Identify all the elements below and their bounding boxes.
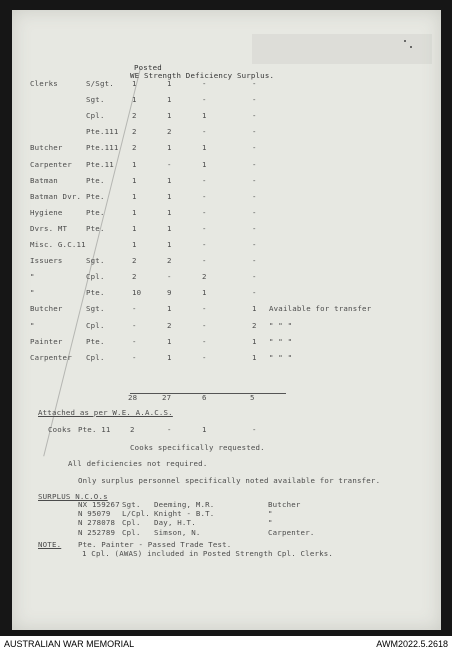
- attached-heading: Attached as per W.E. A.A.C.S.: [38, 408, 173, 417]
- row-sur: 2: [252, 320, 257, 330]
- row-sur: -: [252, 95, 257, 105]
- row-note: Available for transfer: [269, 304, 372, 314]
- note-line-2: 1 Cpl. (AWAS) included in Posted Strength Cpl. Clerks.: [82, 549, 334, 558]
- total-deficiency: 6: [202, 393, 207, 402]
- note-deficiencies: All deficiencies not required.: [68, 459, 208, 468]
- row-rank: Pte.11: [86, 159, 114, 169]
- row-trade: Batman: [30, 175, 58, 185]
- row-sur: -: [252, 256, 257, 266]
- row-posted: 1: [167, 143, 172, 153]
- row-we: 1: [132, 191, 137, 201]
- surplus-no: N 95079: [78, 509, 111, 519]
- row-we: 1: [132, 159, 137, 169]
- row-def: -: [202, 304, 207, 314]
- row-def: -: [202, 352, 207, 362]
- row-trade: Hygiene: [30, 207, 63, 217]
- footer-institution: AUSTRALIAN WAR MEMORIAL: [4, 639, 135, 649]
- row-trade: Carpenter: [30, 159, 72, 169]
- row-sur: 1: [252, 352, 257, 362]
- row-posted: 1: [167, 223, 172, 233]
- row-rank: Cpl.: [86, 111, 105, 121]
- row-posted: 2: [167, 320, 172, 330]
- row-note: " " ": [269, 336, 293, 346]
- row-note: " " ": [269, 320, 293, 330]
- row-sur: -: [252, 207, 257, 217]
- row-we: -: [132, 352, 137, 362]
- row-rank: Sgt.: [86, 304, 105, 314]
- surplus-no: NX 159267: [78, 500, 120, 509]
- surplus-trade: Carpenter.: [268, 527, 315, 537]
- row-trade: Painter: [30, 336, 63, 346]
- row-sur: 1: [252, 336, 257, 346]
- row-we: -: [132, 336, 137, 346]
- row-we: 2: [132, 256, 137, 266]
- row-trade: Butcher: [30, 304, 63, 314]
- total-posted: 27: [162, 393, 172, 402]
- row-def: -: [202, 320, 207, 330]
- row-posted: 2: [167, 127, 172, 137]
- row-rank: Cpl.: [86, 320, 105, 330]
- note-surplus: Only surplus personnel specifically noted available for transfer.: [78, 476, 381, 485]
- row-posted: 1: [167, 95, 172, 105]
- row-sur: -: [252, 240, 257, 249]
- row-rank: Pte.111: [86, 127, 119, 137]
- row-def: -: [202, 127, 207, 137]
- ink-speck: [410, 46, 412, 48]
- row-trade: Carpenter: [30, 352, 72, 362]
- row-posted: 1: [167, 336, 172, 346]
- row-posted: -: [167, 272, 172, 282]
- surplus-no: N 278078: [78, 518, 116, 528]
- row-trade: Issuers: [30, 256, 63, 266]
- row-def: 1: [202, 159, 207, 169]
- row-trade: ": [30, 272, 35, 282]
- surplus-trade: ": [268, 509, 273, 519]
- row-we: 2: [132, 111, 137, 121]
- row-def: -: [202, 223, 207, 233]
- row-sur: -: [252, 127, 257, 137]
- row-we: 1: [132, 175, 137, 185]
- row-def: 1: [202, 143, 207, 153]
- row-sur: -: [252, 191, 257, 201]
- surplus-rank: L/Cpl.: [122, 509, 150, 519]
- row-def: -: [202, 191, 207, 201]
- ink-speck: [404, 40, 406, 42]
- attached-rank: Pte. 11: [78, 425, 111, 434]
- header-posted: Posted: [134, 63, 162, 72]
- row-rank: S/Sgt.: [86, 79, 114, 88]
- row-trade: Misc. G.C.11: [30, 240, 86, 249]
- surplus-trade: Butcher: [268, 500, 301, 509]
- row-def: -: [202, 256, 207, 266]
- row-posted: 9: [167, 288, 172, 298]
- row-sur: -: [252, 272, 257, 282]
- row-sur: -: [252, 79, 257, 88]
- row-rank: Sgt.: [86, 256, 105, 266]
- row-def: -: [202, 95, 207, 105]
- surplus-no: N 252789: [78, 527, 116, 537]
- archive-footer: [0, 636, 452, 653]
- totals-rule: [130, 393, 286, 394]
- note-line-1: Pte. Painter - Passed Trade Test.: [78, 540, 232, 549]
- row-sur: -: [252, 111, 257, 121]
- row-rank: Pte.: [86, 288, 105, 298]
- row-we: 1: [132, 223, 137, 233]
- row-posted: -: [167, 159, 172, 169]
- attached-deficiency: 1: [202, 425, 207, 434]
- row-rank: Pte.: [86, 191, 105, 201]
- attached-trade: Cooks: [48, 425, 72, 434]
- surplus-name: Deeming, M.R.: [154, 500, 215, 509]
- bleed-through-text: [252, 34, 432, 64]
- row-we: -: [132, 320, 137, 330]
- row-we: 1: [132, 240, 137, 249]
- row-rank: Sgt.: [86, 95, 105, 105]
- row-posted: 1: [167, 352, 172, 362]
- row-trade: Butcher: [30, 143, 63, 153]
- row-def: 2: [202, 272, 207, 282]
- row-posted: 1: [167, 240, 172, 249]
- surplus-rank: Cpl.: [122, 518, 141, 528]
- row-posted: 1: [167, 304, 172, 314]
- row-sur: -: [252, 159, 257, 169]
- row-we: 2: [132, 127, 137, 137]
- row-sur: 1: [252, 304, 257, 314]
- row-def: -: [202, 207, 207, 217]
- row-rank: Pte.: [86, 207, 105, 217]
- row-rank: Pte.: [86, 336, 105, 346]
- surplus-name: Knight - B.T.: [154, 509, 215, 519]
- row-posted: 1: [167, 207, 172, 217]
- attached-posted: -: [167, 425, 172, 434]
- row-we: -: [132, 304, 137, 314]
- surplus-trade: ": [268, 518, 273, 528]
- row-sur: -: [252, 288, 257, 298]
- row-def: -: [202, 79, 207, 88]
- row-posted: 1: [167, 79, 172, 88]
- document-page: [12, 10, 441, 630]
- row-posted: 1: [167, 191, 172, 201]
- row-sur: -: [252, 175, 257, 185]
- row-sur: -: [252, 143, 257, 153]
- row-we: 2: [132, 272, 137, 282]
- attached-surplus: -: [252, 425, 257, 434]
- row-rank: Pte.: [86, 175, 105, 185]
- row-posted: 2: [167, 256, 172, 266]
- row-posted: 1: [167, 175, 172, 185]
- row-def: -: [202, 336, 207, 346]
- surplus-name: Day, H.T.: [154, 518, 196, 528]
- row-sur: -: [252, 223, 257, 233]
- note-label: NOTE.: [38, 540, 62, 549]
- row-rank: Cpl.: [86, 272, 105, 282]
- row-we: 2: [132, 143, 137, 153]
- row-def: 1: [202, 111, 207, 121]
- surplus-name: Simson, N.: [154, 527, 201, 537]
- row-we: 1: [132, 95, 137, 105]
- row-rank: Cpl.: [86, 352, 105, 362]
- row-trade: Clerks: [30, 79, 58, 88]
- note-cooks: Cooks specifically requested.: [130, 443, 265, 452]
- row-we: 1: [132, 207, 137, 217]
- surplus-heading: SURPLUS N.C.O.s: [38, 492, 108, 501]
- total-surplus: 5: [250, 393, 255, 402]
- surplus-rank: Cpl.: [122, 527, 141, 537]
- row-trade: Dvrs. MT: [30, 223, 68, 233]
- surplus-rank: Sgt.: [122, 500, 141, 509]
- row-we: 1: [132, 79, 137, 88]
- row-trade: ": [30, 320, 35, 330]
- row-note: " " ": [269, 352, 293, 362]
- row-trade: ": [30, 288, 35, 298]
- row-trade: Batman Dvr.: [30, 191, 82, 201]
- attached-we: 2: [130, 425, 135, 434]
- column-headers: WE Strength Deficiency Surplus.: [130, 71, 275, 80]
- footer-accession: AWM2022.5.2618: [376, 639, 448, 649]
- row-posted: 1: [167, 111, 172, 121]
- row-rank: Pte.: [86, 223, 105, 233]
- total-we: 28: [128, 393, 138, 402]
- row-we: 10: [132, 288, 142, 298]
- row-def: 1: [202, 288, 207, 298]
- row-def: -: [202, 240, 207, 249]
- row-def: -: [202, 175, 207, 185]
- row-rank: Pte.111: [86, 143, 119, 153]
